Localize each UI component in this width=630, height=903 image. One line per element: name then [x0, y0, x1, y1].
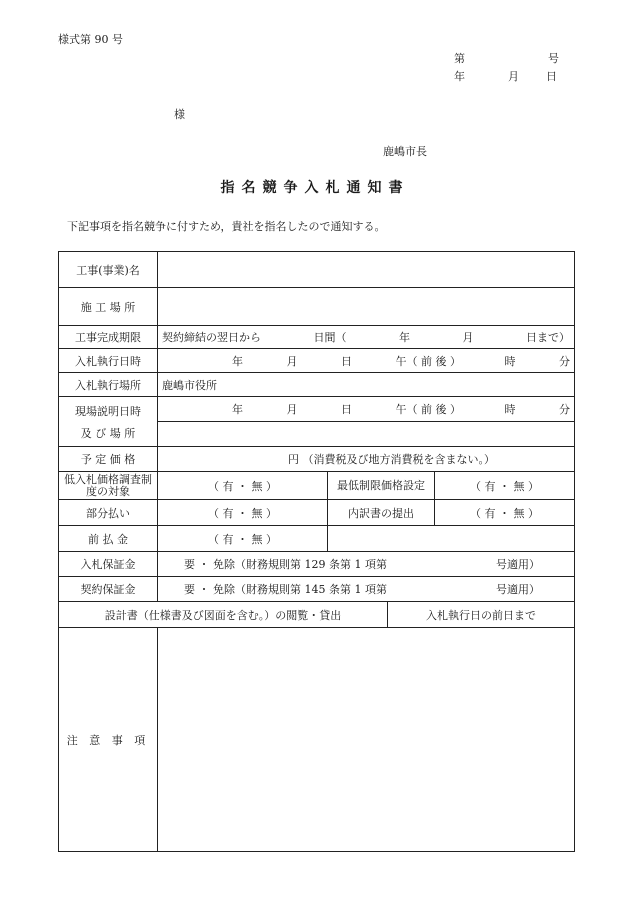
advance-payment-blank [328, 526, 575, 552]
row-notes [59, 628, 575, 852]
site-briefing-label-line1: 現場説明日時 [75, 404, 141, 418]
breakdown-submission-options[interactable]: （ 有 ・ 無 ） [435, 500, 575, 526]
bid-day: 日 [341, 354, 352, 368]
completion-month: 月 [462, 331, 474, 344]
bid-datetime-field[interactable] [158, 349, 575, 373]
date-month-label: 月 [508, 70, 519, 83]
sender-name: 鹿嶋市長 [383, 145, 427, 158]
row-location [59, 288, 575, 326]
completion-days: 日間（ [313, 331, 347, 344]
row-advance-payment [59, 526, 575, 552]
completion-prefix: 契約締結の翌日から [162, 331, 261, 344]
breakdown-submission-label: 内訳書の提出 [328, 500, 435, 526]
bid-bond-suffix: 号適用） [496, 558, 541, 571]
bid-ampm: 午（ 前 後 ） [395, 354, 461, 368]
intro-text: 下記事項を指名競争に付すため，貴社を指名したので通知する。 [67, 220, 386, 233]
estimated-price-value: 円 （消費税及び地方消費税を含まない。） [158, 447, 575, 472]
completion-field[interactable] [158, 326, 575, 349]
partial-payment-label: 部分払い [59, 500, 158, 526]
site-briefing-label-line2: 及 び 場 所 [80, 426, 136, 440]
contract-bond-label: 契約保証金 [59, 577, 158, 602]
row-bid-datetime [59, 349, 575, 373]
briefing-hour: 時 [504, 403, 516, 416]
date-day-label: 日 [546, 70, 557, 83]
project-name-label: 工事(事業)名 [59, 252, 158, 288]
advance-payment-label: 前 払 金 [59, 526, 158, 552]
row-low-bid-survey [59, 472, 575, 500]
row-contract-bond [59, 577, 575, 602]
contract-bond-suffix: 号適用） [496, 583, 541, 596]
advance-payment-options[interactable]: （ 有 ・ 無 ） [158, 526, 328, 552]
completion-year: 年 [399, 331, 410, 344]
row-bid-place [59, 373, 575, 397]
bid-bond-label: 入札保証金 [59, 552, 158, 577]
row-bid-bond [59, 552, 575, 577]
row-completion [59, 326, 575, 349]
notes-field[interactable] [158, 628, 575, 852]
minimum-price-options[interactable]: （ 有 ・ 無 ） [435, 472, 575, 500]
briefing-year: 年 [232, 403, 243, 416]
location-label: 施 工 場 所 [59, 288, 158, 326]
briefing-ampm: 午（ 前 後 ） [395, 403, 461, 416]
form-number: 様式第 90 号 [58, 33, 123, 46]
design-docs-label: 設計書（仕様書及び図面を含む。）の閲覧・貸出 [59, 602, 388, 628]
row-estimated-price [59, 447, 575, 472]
completion-day-until: 日まで） [526, 331, 570, 344]
site-briefing-label [59, 397, 158, 447]
low-bid-survey-label: 低入札価格調査制度の対象 [59, 472, 158, 500]
contract-bond-field[interactable] [158, 577, 575, 602]
bid-hour: 時 [504, 354, 516, 368]
bid-place-value: 鹿嶋市役所 [158, 373, 575, 397]
bid-place-label: 入札執行場所 [59, 373, 158, 397]
site-briefing-datetime-field[interactable] [158, 397, 575, 422]
date-year-label: 年 [454, 70, 465, 83]
location-field[interactable] [158, 288, 575, 326]
row-project-name [59, 252, 575, 288]
document-title: 指名競争入札通知書 [220, 180, 410, 196]
project-name-field[interactable] [158, 252, 575, 288]
low-bid-survey-options[interactable]: （ 有 ・ 無 ） [158, 472, 328, 500]
row-site-briefing [59, 397, 575, 422]
briefing-day: 日 [341, 403, 352, 416]
bid-month: 月 [286, 354, 298, 368]
bid-bond-value: 要 ・ 免除（財務規則第 129 条第 1 項第 [184, 558, 387, 571]
row-design-docs [59, 602, 575, 628]
partial-payment-options[interactable]: （ 有 ・ 無 ） [158, 500, 328, 526]
notice-form-table [58, 251, 575, 852]
design-docs-value: 入札執行日の前日まで [388, 602, 575, 628]
bid-datetime-label: 入札執行日時 [59, 349, 158, 373]
site-briefing-place-field[interactable] [158, 422, 575, 447]
doc-number-suffix: 号 [548, 52, 559, 65]
completion-label: 工事完成期限 [59, 326, 158, 349]
estimated-price-label: 予 定 価 格 [59, 447, 158, 472]
minimum-price-label: 最低制限価格設定 [328, 472, 435, 500]
row-partial-payment [59, 500, 575, 526]
doc-number-prefix: 第 [454, 52, 465, 65]
notes-label: 注 意 事 項 [59, 628, 158, 852]
briefing-minute: 分 [559, 403, 570, 416]
bid-minute: 分 [559, 354, 570, 368]
bid-bond-field[interactable] [158, 552, 575, 577]
bid-year: 年 [232, 354, 243, 368]
contract-bond-value: 要 ・ 免除（財務規則第 145 条第 1 項第 [184, 583, 387, 596]
addressee-suffix: 様 [174, 108, 185, 121]
briefing-month: 月 [286, 403, 298, 416]
